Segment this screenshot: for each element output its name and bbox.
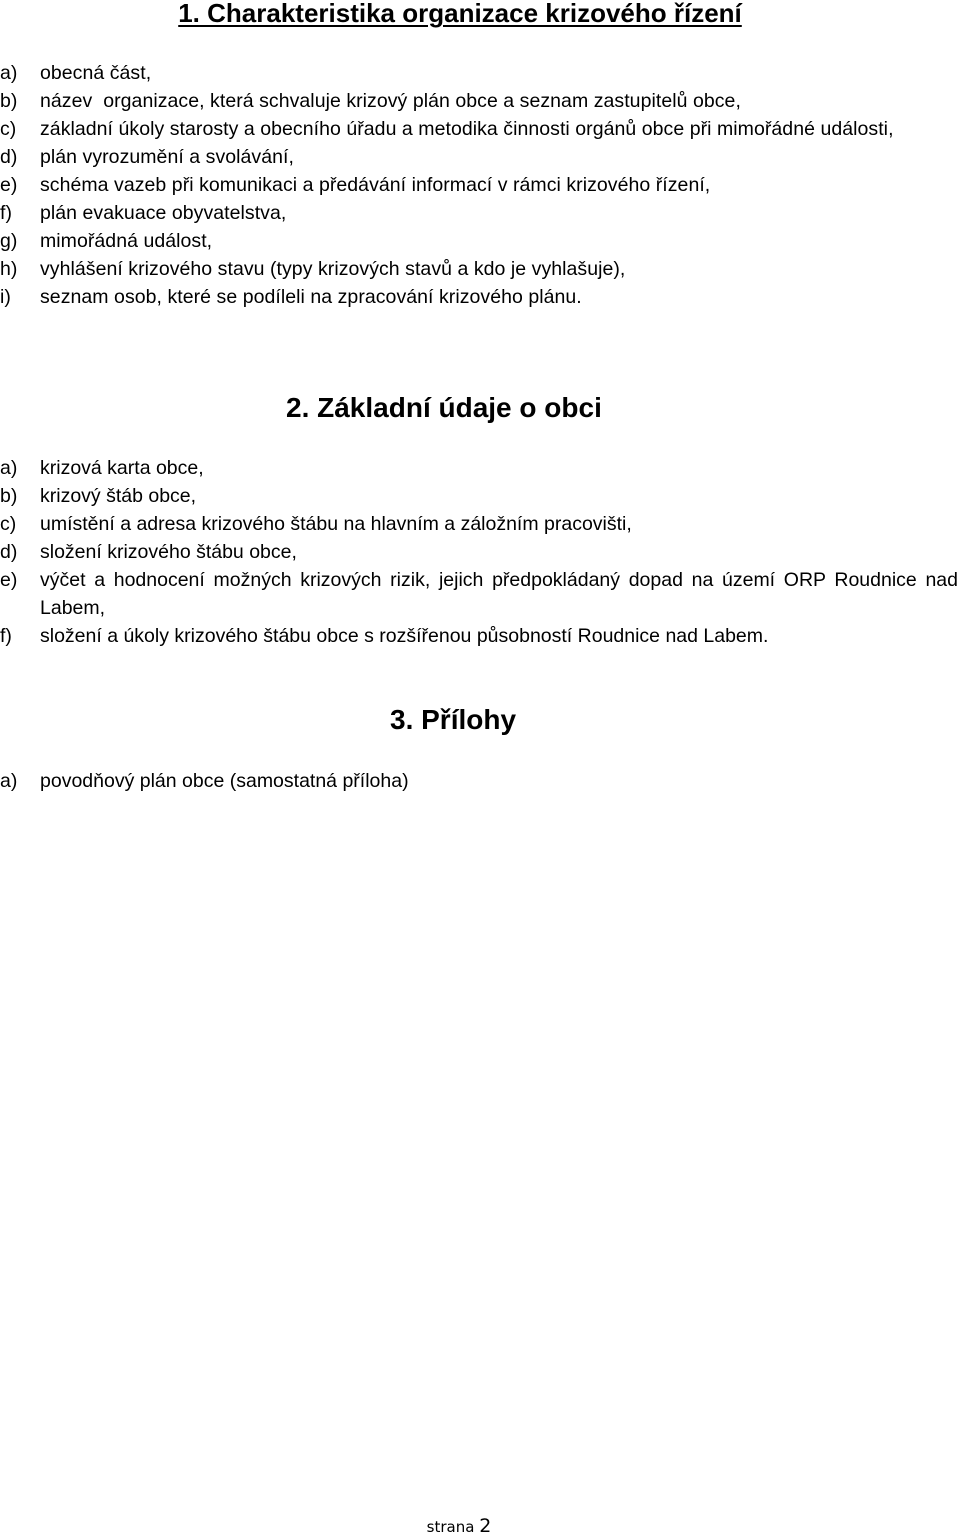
list-item bbox=[0, 482, 958, 510]
list-item-text: základní úkoly starosty a obecního úřadu a metodika činnosti orgánů obce při mimořádné události, bbox=[40, 118, 894, 140]
list-item-label: b) bbox=[0, 485, 18, 507]
list-item-text: plán vyrozumění a svolávání, bbox=[40, 146, 294, 168]
list-item bbox=[0, 454, 958, 482]
list-item-label: c) bbox=[0, 118, 17, 140]
list-item bbox=[0, 538, 958, 566]
list-item bbox=[0, 143, 958, 171]
list-item bbox=[0, 87, 958, 115]
list-item bbox=[0, 283, 958, 311]
list-item-text: obecná část, bbox=[40, 62, 152, 84]
list-item bbox=[0, 622, 958, 650]
list-item-text: výčet a hodnocení možných krizových rizik, jejich předpokládaný dopad na území ORP Roudnice nad Labem, bbox=[40, 569, 958, 619]
section-3-list bbox=[0, 767, 958, 795]
list-item-label: b) bbox=[0, 90, 18, 112]
list-item bbox=[0, 59, 958, 87]
list-item-label: a) bbox=[0, 62, 18, 84]
section-2-title: 2. Základní údaje o obci bbox=[286, 392, 602, 423]
list-item bbox=[0, 767, 958, 795]
page-label-text: strana bbox=[426, 1518, 475, 1536]
page-number-label bbox=[426, 1515, 492, 1537]
list-item-text: vyhlášení krizového stavu (typy krizových stavů a kdo je vyhlašuje), bbox=[40, 258, 626, 280]
list-item-label: e) bbox=[0, 174, 18, 196]
list-item-label: h) bbox=[0, 258, 18, 280]
section-3-title: 3. Přílohy bbox=[390, 704, 517, 735]
list-item-label: e) bbox=[0, 569, 18, 591]
page-footer bbox=[0, 1516, 960, 1537]
list-item-label: i) bbox=[0, 286, 11, 308]
list-item bbox=[0, 199, 958, 227]
list-item-label: d) bbox=[0, 146, 18, 168]
list-item-text: složení a úkoly krizového štábu obce s rozšířenou působností Roudnice nad Labem. bbox=[40, 625, 769, 647]
list-item-label: c) bbox=[0, 513, 17, 535]
list-item-label: a) bbox=[0, 770, 18, 792]
list-item-text: krizová karta obce, bbox=[40, 457, 204, 479]
section-1-heading bbox=[0, 0, 960, 26]
list-item bbox=[0, 510, 958, 538]
list-item-label: d) bbox=[0, 541, 18, 563]
list-item bbox=[0, 171, 958, 199]
list-item-text: krizový štáb obce, bbox=[40, 485, 197, 507]
list-item-text: umístění a adresa krizového štábu na hlavním a záložním pracovišti, bbox=[40, 513, 632, 535]
list-item bbox=[0, 227, 958, 255]
list-item-text: seznam osob, které se podíleli na zpracování krizového plánu. bbox=[40, 286, 582, 308]
list-item-text: mimořádná událost, bbox=[40, 230, 213, 252]
list-item-text: název organizace, která schvaluje krizový plán obce a seznam zastupitelů obce, bbox=[40, 90, 741, 112]
list-item-label: f) bbox=[0, 202, 13, 224]
list-item bbox=[0, 115, 958, 143]
list-item-label: f) bbox=[0, 625, 12, 647]
section-2-list bbox=[0, 454, 958, 650]
list-item-text: schéma vazeb při komunikaci a předávání informací v rámci krizového řízení, bbox=[40, 174, 711, 196]
list-item-text: povodňový plán obce (samostatná příloha) bbox=[40, 770, 409, 792]
list-item-label: a) bbox=[0, 457, 18, 479]
page-number: 2 bbox=[479, 1515, 492, 1537]
list-item-text: složení krizového štábu obce, bbox=[40, 541, 297, 563]
list-item bbox=[0, 566, 958, 622]
section-1-list bbox=[0, 59, 958, 311]
list-item-label: g) bbox=[0, 230, 18, 252]
list-item-text: plán evakuace obyvatelstva, bbox=[40, 202, 287, 224]
section-1-title: 1. Charakteristika organizace krizového řízení bbox=[178, 0, 742, 28]
list-item bbox=[0, 255, 958, 283]
